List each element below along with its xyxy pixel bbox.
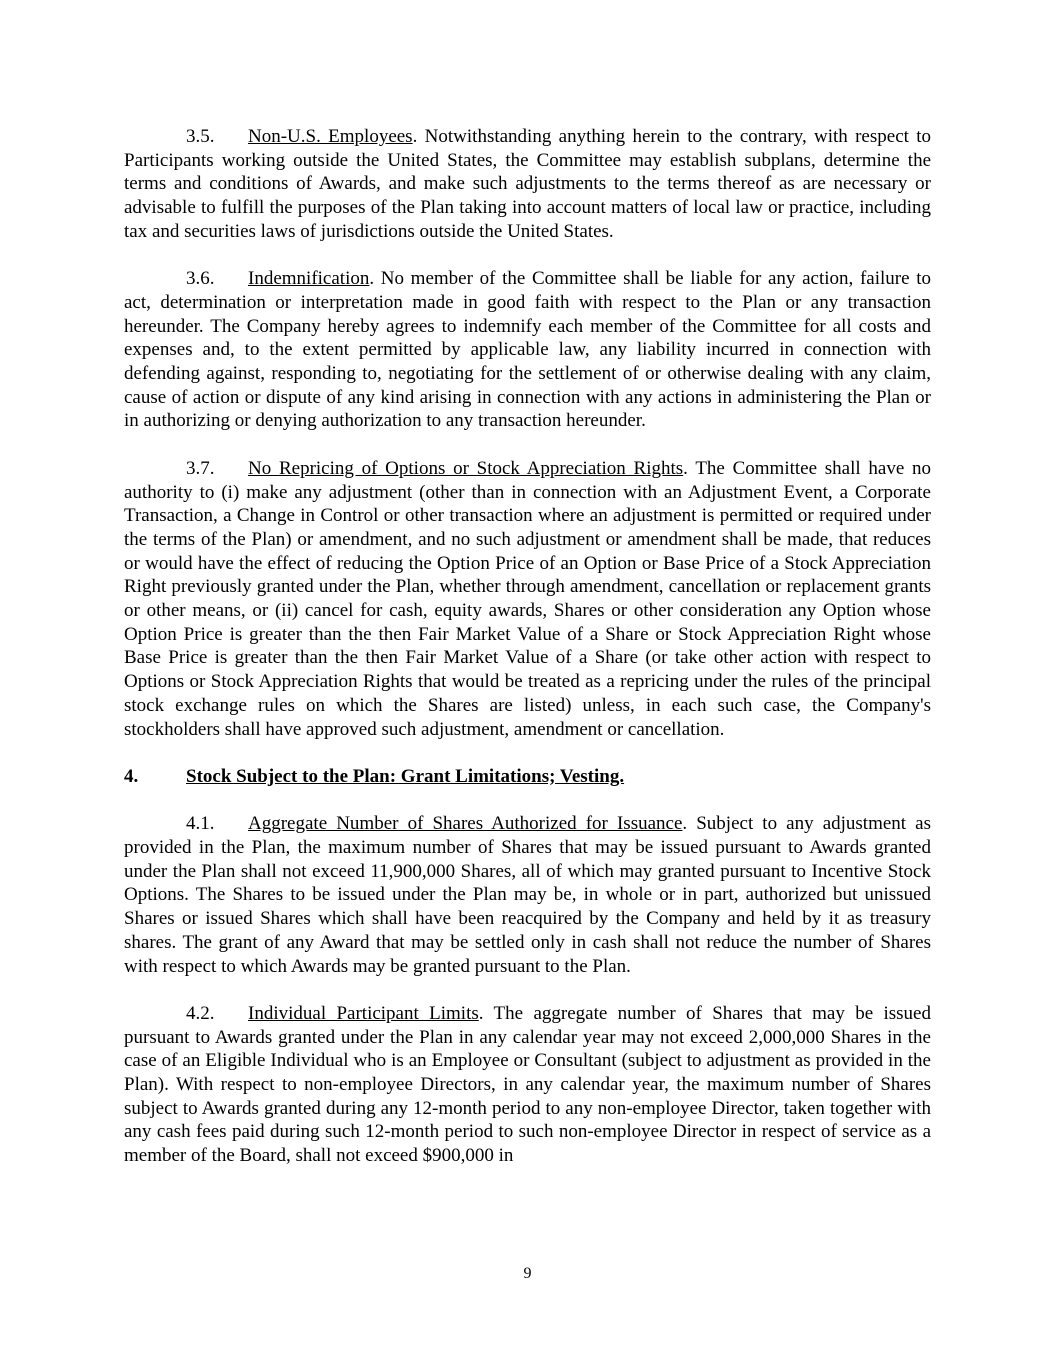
section-title: No Repricing of Options or Stock Appreciation Rights (248, 457, 684, 479)
section-number: 3.5. (186, 126, 215, 147)
section-number: 4.2. (186, 1002, 215, 1024)
document-page (124, 125, 931, 1168)
section-number: 4.1. (186, 813, 215, 835)
section-number: 3.7. (186, 457, 215, 479)
section-3-6 (124, 267, 931, 433)
section-number: 3.6. (186, 268, 215, 290)
heading-number: 4. (124, 765, 139, 787)
section-text: . Notwithstanding anything herein to the contrary, with respect to Participants working outside the United States, the Committee may establish subplans, determine the terms and conditions of Awards, and make such adjustments to the terms thereof as are necessary or advisable to fulfill the purposes of the Plan taking into account matters of local law or practice, including tax and securities laws of jurisdictions outside the United States. (124, 126, 932, 242)
section-text: . The Committee shall have no authority to (i) make any adjustment (other than in connection with an Adjustment Event, a Corporate Transaction, a Change in Control or other transaction where an adjustment is permitted or required under the terms of the Plan) or amendment, and no such adjustment or amendment shall be made, that reduces or would have the effect of reducing the Option Price of an Option or Base Price of a Stock Appreciation Right previously granted under the Plan, whether through amendment, cancellation or replacement grants or other means, or (ii) cancel for cash, equity awards, Shares or other consideration any Option whose Option Price is greater than the then Fair Market Value of a Share or Stock Appreciation Right whose Base Price is greater than the then Fair Market Value of a Share (or take other action with respect to Options or Stock Appreciation Rights that would be treated as a repricing under the rules of the principal stock exchange rules on which the Shares are listed) unless, in each such case, the Company's stockholders shall have approved such adjustment, amendment or cancellation. (124, 457, 931, 740)
section-4-2 (124, 1002, 931, 1168)
section-4-1 (124, 812, 931, 978)
heading-title: Stock Subject to the Plan: Grant Limitations; Vesting. (186, 765, 625, 787)
section-title: Aggregate Number of Shares Authorized for Issuance (248, 813, 683, 835)
section-title: Non-U.S. Employees (248, 126, 413, 147)
section-title: Individual Participant Limits (248, 1002, 479, 1024)
section-4-heading (124, 765, 931, 789)
section-text: . Subject to any adjustment as provided in the Plan, the maximum number of Shares that may be issued pursuant to Awards granted under the Plan shall not exceed 11,900,000 Shares, all of which may granted pursuant to Incentive Stock Options. The Shares to be issued under the Plan may be, in whole or in part, authorized but unissued Shares or issued Shares which shall have been reacquired by the Company and held by it as treasury shares. The grant of any Award that may be settled only in cash shall not reduce the number of Shares with respect to which Awards may be granted pursuant to the Plan. (124, 813, 931, 977)
section-3-5 (124, 125, 931, 244)
section-text: . The aggregate number of Shares that may be issued pursuant to Awards granted under the Plan in any calendar year may not exceed 2,000,000 Shares in the case of an Eligible Individual who is an Employee or Consultant (subject to adjustment as provided in the Plan). With respect to non-employee Directors, in any calendar year, the maximum number of Shares subject to Awards granted during any 12-month period to any non-employee Director, taken together with any cash fees paid during such 12-month period to such non-employee Director in respect of service as a member of the Board, shall not exceed $900,000 in (124, 1002, 931, 1167)
section-3-7 (124, 457, 931, 741)
page-number: 9 (523, 1265, 532, 1282)
section-title: Indemnification (248, 268, 370, 290)
section-text: . No member of the Committee shall be liable for any action, failure to act, determination or interpretation made in good faith with respect to the Plan or any transaction hereunder. The Company hereby agrees to indemnify each member of the Committee for all costs and expenses and, to the extent permitted by applicable law, any liability incurred in connection with defending against, responding to, negotiating for the settlement of or otherwise dealing with any claim, cause of action or dispute of any kind arising in connection with any actions in administering the Plan or in authorizing or denying authorization to any transaction hereunder. (124, 268, 931, 432)
